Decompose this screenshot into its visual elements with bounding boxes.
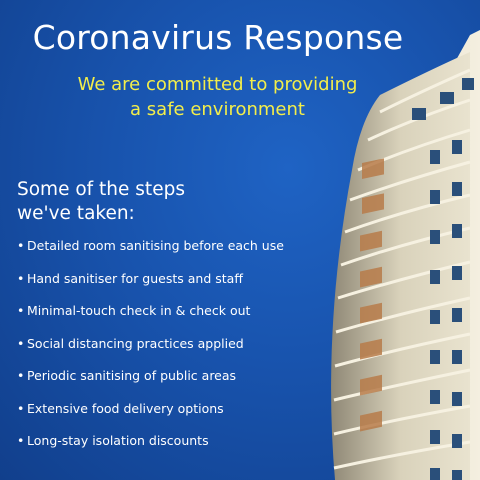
bullet-icon: • <box>17 303 25 318</box>
list-item <box>17 433 337 466</box>
list-item <box>17 303 337 336</box>
list-item <box>17 238 337 271</box>
list-item <box>17 336 337 369</box>
step-text: Social distancing practices applied <box>27 335 244 351</box>
bullet-icon: • <box>17 335 25 351</box>
steps-heading-line-1: Some of the steps <box>17 179 185 200</box>
step-text: Extensive food delivery options <box>27 400 224 416</box>
bullet-icon: • <box>17 368 25 383</box>
list-item <box>17 368 337 401</box>
list-item <box>17 271 337 304</box>
bullet-icon: • <box>17 238 25 253</box>
step-text: Minimal-touch check in & check out <box>27 303 251 318</box>
bullet-icon: • <box>17 270 25 286</box>
subtitle-line-1: We are committed to providing <box>77 74 358 95</box>
steps-heading-line-2: we've taken: <box>17 203 135 224</box>
step-text: Periodic sanitising of public areas <box>27 368 237 383</box>
steps-heading <box>17 178 257 226</box>
subtitle <box>40 72 395 122</box>
list-item <box>17 401 337 434</box>
step-text: Hand sanitiser for guests and staff <box>27 270 243 286</box>
bullet-icon: • <box>17 433 25 448</box>
step-text: Detailed room sanitising before each use <box>27 238 284 253</box>
step-text: Long-stay isolation discounts <box>27 433 209 448</box>
steps-list <box>17 238 337 466</box>
bullet-icon: • <box>17 400 25 416</box>
page-title: Coronavirus Response <box>32 18 404 57</box>
subtitle-line-2: a safe environment <box>130 99 305 120</box>
